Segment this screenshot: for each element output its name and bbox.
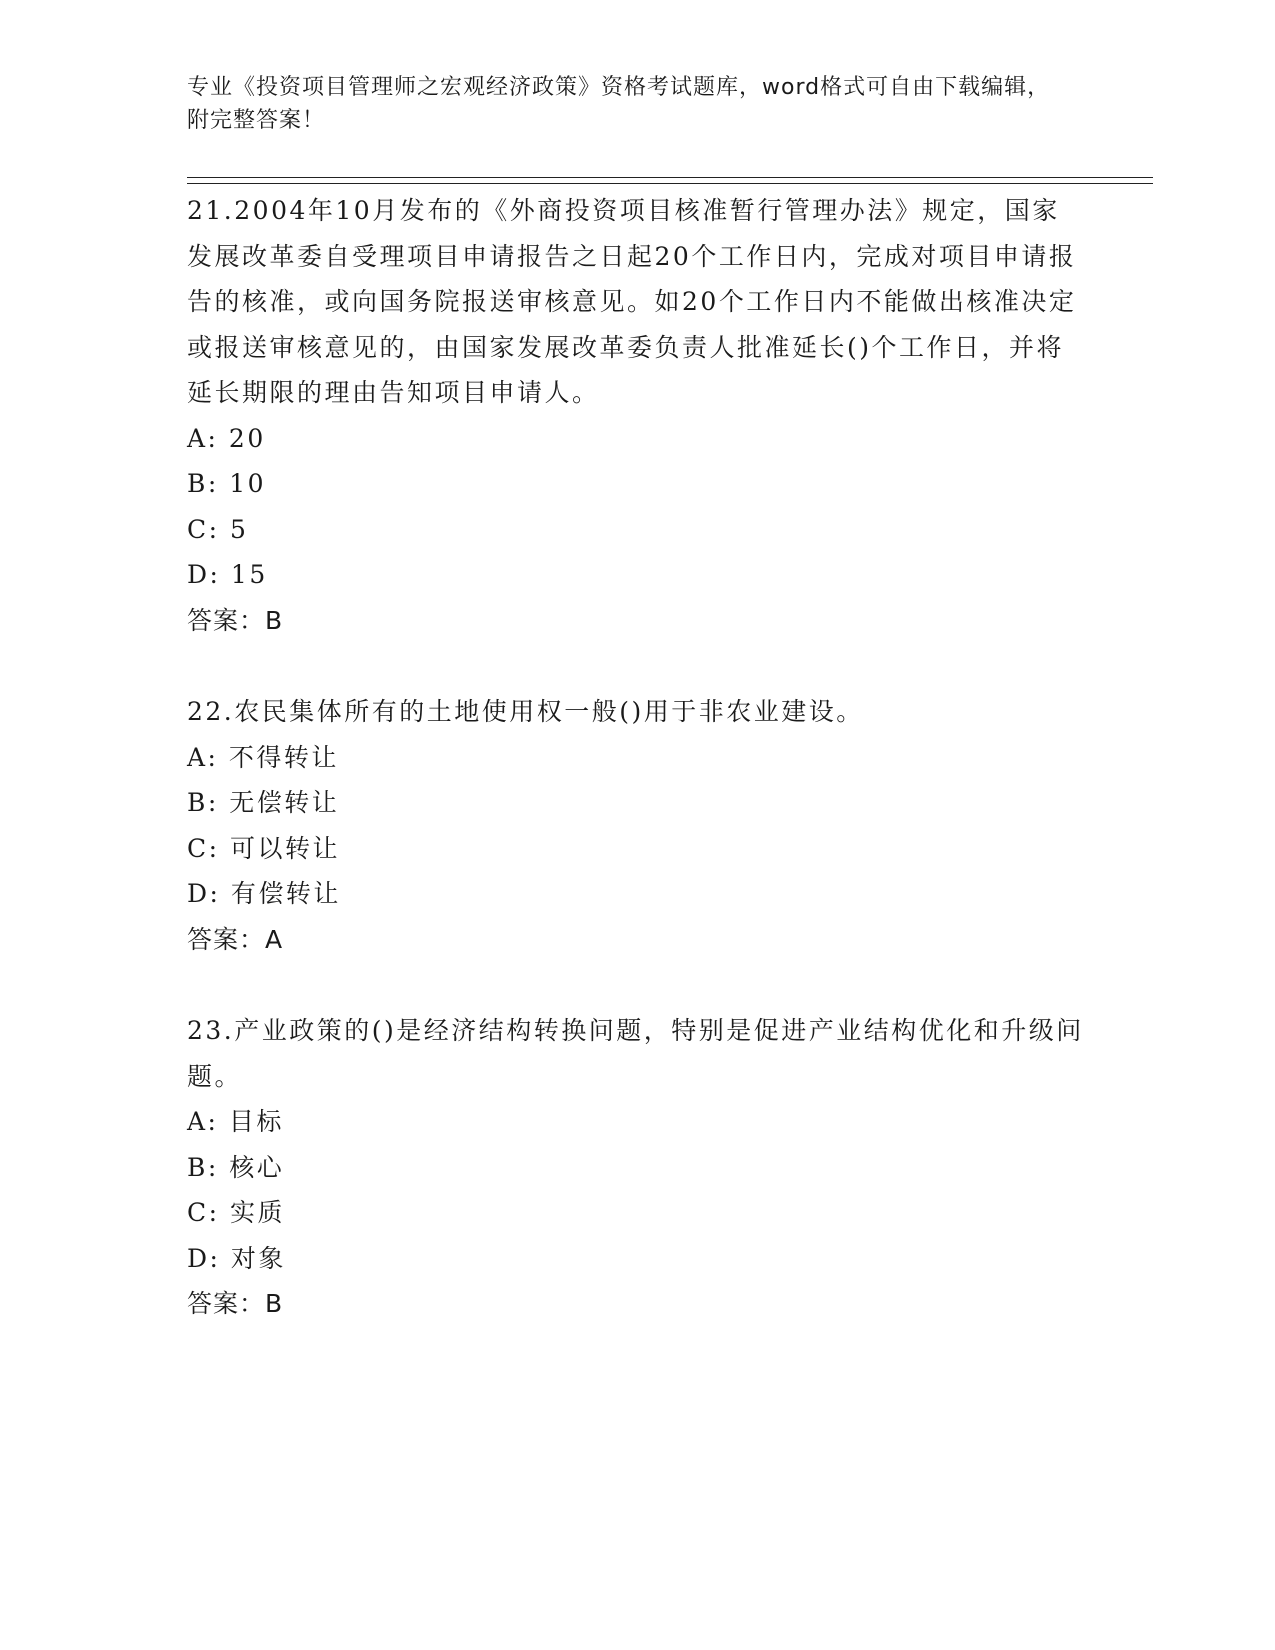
answer-line: 答案：B <box>187 605 284 635</box>
option-c: C: 5 <box>187 514 249 544</box>
option-a: A: 目标 <box>187 1107 284 1136</box>
header-divider-top <box>187 177 1153 178</box>
option-c: C: 实质 <box>187 1198 285 1227</box>
question-spacer <box>187 643 1087 689</box>
option-d: D: 有偿转让 <box>187 879 341 908</box>
question-stem: 22.农民集体所有的土地使用权一般()用于非农业建设。 <box>187 697 864 726</box>
document-header: 专业《投资项目管理师之宏观经济政策》资格考试题库，word格式可自由下载编辑，附完整答案！ <box>187 75 1051 133</box>
option-a: A: 20 <box>187 423 266 453</box>
option-b: B: 无偿转让 <box>187 788 340 817</box>
question-item <box>187 1008 1087 1327</box>
option-b: B: 核心 <box>187 1152 285 1182</box>
header-divider-bottom <box>187 183 1153 184</box>
option-d: D: 15 <box>187 560 268 589</box>
option-b: B: 10 <box>187 469 267 498</box>
question-stem: 23.产业政策的()是经济结构转换问题，特别是促进产业结构优化和升级问题。 <box>187 1016 1084 1091</box>
option-c: C: 可以转让 <box>187 833 340 863</box>
question-list <box>187 188 1087 1327</box>
answer-line: 答案：A <box>187 924 284 954</box>
question-item <box>187 188 1087 643</box>
question-item <box>187 689 1087 962</box>
option-d: D: 对象 <box>187 1243 286 1273</box>
question-spacer <box>187 962 1087 1008</box>
question-stem: 21.2004年10月发布的《外商投资项目核准暂行管理办法》规定，国家发展改革委自受理项目申请报告之日起20个工作日内，完成对项目申请报告的核准，或向国务院报送审核意见。如20个工作日内不能做出核准决定或报送审核意见的，由国家发展改革委负责人批准延长()个工作日，并将延长期限的理由告知项目申请人。 <box>187 196 1077 407</box>
option-a: A: 不得转让 <box>187 742 339 772</box>
answer-line: 答案：B <box>187 1289 284 1318</box>
